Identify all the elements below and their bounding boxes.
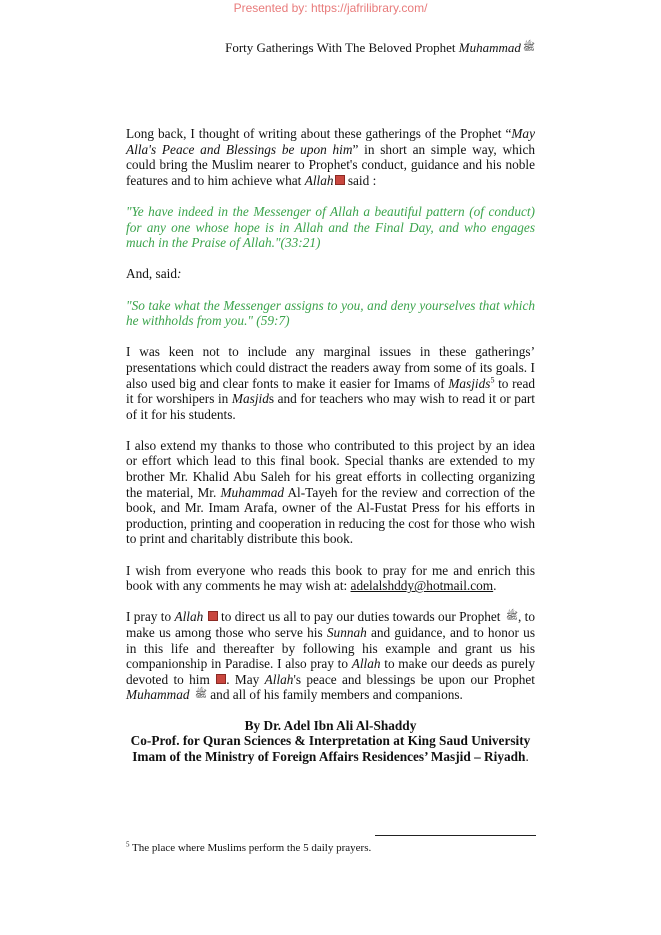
text-run: to read it for worshipers in — [126, 375, 536, 407]
author-signature — [126, 718, 535, 765]
text-run: May Alla's Peace and Blessings be upon him — [126, 126, 535, 157]
text-run: And, said — [126, 266, 177, 282]
text-run: said : — [344, 172, 377, 188]
text-run: and guidance, and to honor us in this life and thereafter by following his example and grant us his companionship in Paradise. I also pray to — [126, 625, 535, 672]
pbuh-icon: ﷺ — [194, 689, 207, 701]
text-run: and all of his family members and companions. — [206, 687, 463, 703]
allah-word: Allah — [264, 671, 294, 687]
quran-quote-59-7: "So take what the Messenger assigns to you, and deny yourselves that which he withholds from you." (59:7) — [126, 297, 535, 329]
text-run: Muhammad — [126, 687, 190, 703]
contact-paragraph — [126, 563, 535, 594]
quran-quote-33-21: "Ye have indeed in the Messenger of Allah a beautiful pattern (of conduct) for any one whose hope is in Allah and the Final Day, and who engages much in the Praise of Allah."(33:21) — [126, 203, 535, 251]
thanks-paragraph — [126, 438, 535, 547]
footnote-number: 5 — [126, 840, 130, 849]
text-run: to make our deeds as purely devoted to him — [126, 656, 535, 687]
text-run: I wish from everyone who reads this book to pray for me and enrich this book with any comments he may wish at: — [126, 562, 535, 594]
pbuh-icon: ﷺ — [505, 611, 518, 623]
intro-paragraph — [126, 126, 535, 188]
text-run: 's peace and blessings be upon our Prophet — [293, 671, 535, 687]
header-name: Muhammad — [458, 40, 521, 55]
text-run: Imam of the Ministry of Foreign Affairs Residences’ Masjid – Riyadh — [132, 748, 526, 764]
allah-word: Allah — [304, 172, 334, 188]
running-header — [225, 40, 535, 56]
and-said-line — [126, 266, 535, 282]
text-run: I pray to — [126, 609, 175, 625]
text-run: Masjids — [448, 375, 491, 391]
allah-glyph-icon — [208, 611, 218, 621]
allah-word: Allah — [351, 656, 381, 672]
text-run: . — [525, 748, 529, 764]
text-run: Muhammad — [220, 484, 285, 500]
signature-position — [126, 749, 535, 765]
header-title: Forty Gatherings With The Beloved Prophet — [225, 40, 456, 55]
text-run: I also extend my thanks to those who contributed to this project by an idea or effort which lead to this final book. Special thanks are extended to my brother Mr. Khalid Abu Saleh for his great efforts in collecting organizing the material, Mr. — [126, 437, 535, 500]
text-run: to direct us all to pay our duties towards our Prophet — [217, 609, 504, 625]
text-run: . May — [226, 671, 265, 687]
page-body — [126, 126, 535, 764]
footnote — [126, 842, 371, 854]
footnote-ref[interactable]: 5 — [490, 375, 495, 385]
text-run: : — [176, 266, 182, 282]
allah-glyph-icon — [335, 175, 345, 185]
email-link[interactable]: adelalshddy@hotmail.com — [350, 578, 494, 594]
prayer-paragraph — [126, 609, 535, 703]
text-run: Sunnah — [326, 625, 367, 640]
text-run: I was keen not to include any marginal issues in these gatherings’ presentations which could distract the readers away from some of its goals. I also used big and clear fonts to make it easier for Imams of — [126, 344, 535, 391]
text-run: , to make us among those who serve his — [126, 609, 535, 640]
allah-glyph-icon — [216, 674, 226, 684]
text-run: Long back, I thought of writing about these gatherings of the Prophet “ — [126, 126, 512, 141]
text-run: s and for teachers who may wish to read it or part of it for his students. — [126, 391, 535, 422]
signature-name: By Dr. Adel Ibn Ali Al-Shaddy — [244, 717, 417, 733]
text-run: Masjid — [231, 391, 269, 407]
signature-title: Co-Prof. for Quran Sciences & Interpretation at King Saud University — [130, 733, 531, 749]
text-run: Al-Tayeh for the review and correction of the book, and Mr. Imam Arafa, owner of the Al-Fustat Press for his efforts in production, printing and cooperation in reducing the cost for those who wish to print and charitably distribute this book. — [126, 484, 535, 547]
fonts-paragraph — [126, 344, 535, 422]
text-run: . — [493, 578, 497, 594]
footnote-divider — [375, 835, 536, 836]
text-run: ” in short an simple way, which could bring the Muslim nearer to Prophet's conduct, guidance and his noble features and to him achieve what — [126, 141, 535, 188]
footnote-text: The place where Muslims perform the 5 daily prayers. — [129, 842, 372, 854]
watermark-link[interactable]: Presented by: https://jafrilibrary.com/ — [233, 1, 428, 15]
pbuh-icon: ﷺ — [522, 42, 535, 53]
allah-word: Allah — [174, 609, 204, 625]
